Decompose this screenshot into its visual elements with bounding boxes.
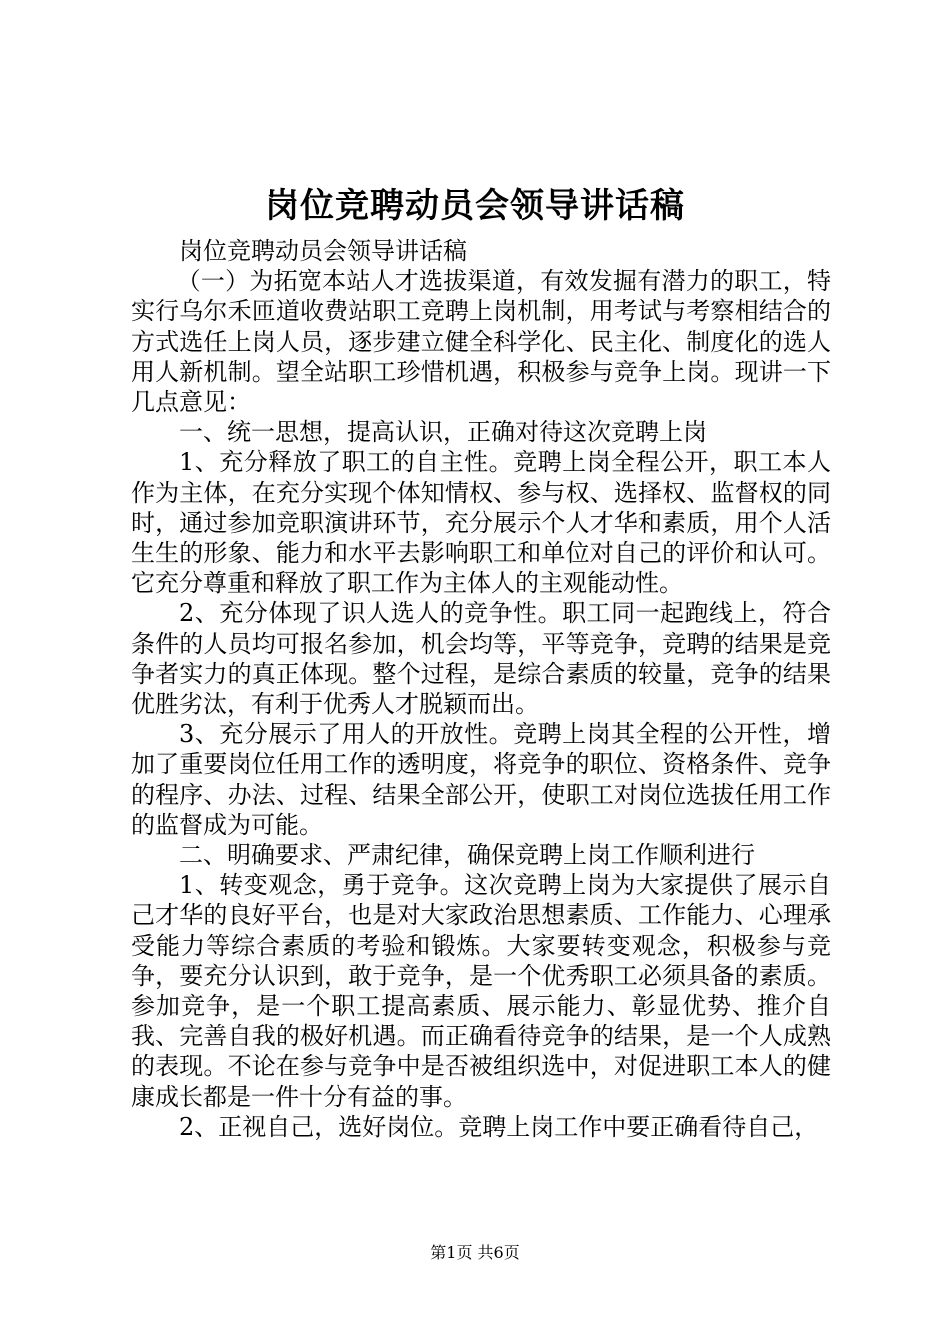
paragraph-2-2: 2、正视自己，选好岗位。竞聘上岗工作中要正确看待自己，: [179, 1112, 819, 1141]
paragraph-intro: （一）为拓宽本站人才选拔渠道，有效发掘有潜力的职工，特实行乌尔禾匝道收费站职工竞聘上岗机制，用考试与考察相结合的方式选任上岗人员，逐步建立健全科学化、民主化、制度化的选人用人新机制。望全站职工珍惜机遇，积极参与竞争上岗。现讲一下几点意见：: [131, 267, 831, 417]
paragraph-1-2: 2、充分体现了识人选人的竞争性。职工同一起跑线上，符合条件的人员均可报名参加，机会均等，平等竞争，竞聘的结果是竞争者实力的真正体现。整个过程，是综合素质的较量，竞争的结果优胜劣汰，有利于优秀人才脱颖而出。: [131, 599, 831, 719]
document-title: 岗位竞聘动员会领导讲话稿: [265, 186, 685, 226]
paragraph-1-1: 1、充分释放了职工的自主性。竞聘上岗全程公开，职工本人作为主体，在充分实现个体知情权、参与权、选择权、监督权的同时，通过参加竞职演讲环节，充分展示个人才华和素质，用个人活生生的形象、能力和水平去影响职工和单位对自己的评价和认可。它充分尊重和释放了职工作为主体人的主观能动性。: [131, 448, 831, 598]
paragraph-subtitle: 岗位竞聘动员会领导讲话稿: [179, 237, 467, 265]
paragraph-1-3: 3、充分展示了用人的开放性。竞聘上岗其全程的公开性，增加了重要岗位任用工作的透明度，将竞争的职位、资格条件、竞争的程序、办法、过程、结果全部公开，使职工对岗位选拔任用工作的监督成为可能。: [131, 720, 831, 839]
page-footer: 第1页 共6页: [430, 1243, 520, 1262]
section-heading-1: 一、统一思想，提高认识，正确对待这次竞聘上岗: [179, 418, 707, 447]
paragraph-2-1: 1、转变观念，勇于竞争。这次竞聘上岗为大家提供了展示自己才华的良好平台，也是对大家政治思想素质、工作能力、心理承受能力等综合素质的考验和锻炼。大家要转变观念，积极参与竞争，要充分认识到，敢于竞争，是一个优秀职工必须具备的素质。参加竞争，是一个职工提高素质、展示能力、彰显优势、推介自我、完善自我的极好机遇。而正确看待竞争的结果，是一个人成熟的表现。不论在参与竞争中是否被组织选中，对促进职工本人的健康成长都是一件十分有益的事。: [131, 871, 831, 1111]
document-body: [131, 236, 831, 1142]
section-heading-2: 二、明确要求、严肃纪律，确保竞聘上岗工作顺利进行: [179, 841, 755, 870]
